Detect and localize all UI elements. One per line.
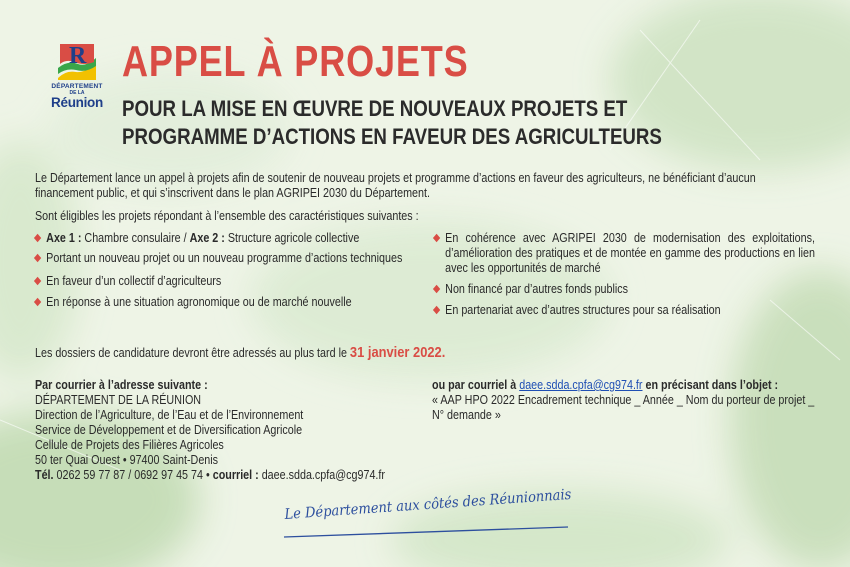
diamond-bullet-icon xyxy=(34,298,41,306)
diamond-bullet-icon xyxy=(34,254,41,262)
criteria-left-item-2: Portant un nouveau projet ou un nouveau programme d’actions techniques xyxy=(46,251,403,265)
axe2-label: Axe 2 : xyxy=(189,231,225,245)
page-subtitle xyxy=(122,95,662,151)
postal-contact xyxy=(35,468,385,483)
list-item xyxy=(35,231,410,246)
email-link[interactable]: daee.sdda.cpfa@cg974.fr xyxy=(519,378,643,392)
email-subject: « AAP HPO 2022 Encadrement technique _ Année _ Nom du porteur de projet _ N° demande » xyxy=(432,393,815,422)
deadline-text: Les dossiers de candidature devront être adressés au plus tard le xyxy=(35,346,350,360)
slogan-underline-icon xyxy=(282,526,572,540)
postal-line-5: 50 ter Quai Ouest • 97400 Saint-Denis xyxy=(35,453,219,467)
logo-letter: R xyxy=(69,43,87,69)
logo-de-la: DE LA xyxy=(69,90,85,96)
list-item xyxy=(434,282,815,297)
deadline-date: 31 janvier 2022. xyxy=(349,344,446,361)
postal-heading: Par courrier à l’adresse suivante : xyxy=(35,378,208,392)
logo-reunion: Réunion xyxy=(51,95,103,110)
criteria-list-left xyxy=(35,231,410,310)
reunion-r-logo-icon xyxy=(54,42,100,82)
postal-line-2: Direction de l’Agriculture, de l’Eau et de l’Environnement xyxy=(35,408,304,422)
criteria-left-item-4: En réponse à une situation agronomique ou de marché nouvelle xyxy=(46,295,352,309)
postal-address xyxy=(35,378,385,483)
tel-label: Tél. xyxy=(35,468,54,482)
mail-value: daee.sdda.cpfa@cg974.fr xyxy=(258,468,385,482)
list-item xyxy=(35,295,410,310)
deadline xyxy=(35,345,445,361)
axe1-label: Axe 1 : xyxy=(46,231,82,245)
criteria-right-item-3: En partenariat avec d’autres structures pour sa réalisation xyxy=(445,303,721,317)
diamond-bullet-icon xyxy=(433,285,440,293)
postal-line-1: DÉPARTEMENT DE LA RÉUNION xyxy=(35,393,202,407)
intro-paragraph: Le Département lance un appel à projets afin de soutenir de nouveau projets et programme d’actions en faveur des agriculteurs, ne bénéficiant d’aucun financement public, et qui s’inscrivent dans le plan AGRIPEI 2030 du Département. xyxy=(35,171,756,200)
criteria-right-item-2: Non financé par d’autres fonds publics xyxy=(445,282,629,296)
diamond-bullet-icon xyxy=(34,234,41,242)
subtitle-line-2: PROGRAMME D’ACTIONS EN FAVEUR DES AGRICULTEURS xyxy=(122,124,662,149)
criteria-right-item-1: En cohérence avec AGRIPEI 2030 de modernisation des exploitations, d’amélioration des pratiques et de montée en gamme des productions en lien avec les opportunités de marché xyxy=(445,231,815,275)
page-title: APPEL À PROJETS xyxy=(122,37,469,86)
criteria-list-right xyxy=(434,231,815,318)
email-suffix: en précisant dans l’objet : xyxy=(642,378,779,392)
list-item xyxy=(35,274,410,289)
subtitle-line-1: POUR LA MISE EN ŒUVRE DE NOUVEAUX PROJETS ET xyxy=(122,96,628,121)
departement-logo xyxy=(46,42,108,109)
postal-line-3: Service de Développement et de Diversification Agricole xyxy=(35,423,303,437)
axe2-text: Structure agricole collective xyxy=(224,231,360,245)
axe1-text: Chambre consulaire / xyxy=(81,231,190,245)
tel-value: 0262 59 77 87 / 0692 97 45 74 • xyxy=(53,468,213,482)
diamond-bullet-icon xyxy=(433,234,440,242)
email-prefix: ou par courriel à xyxy=(432,378,520,392)
mail-label: courriel : xyxy=(212,468,259,482)
list-item xyxy=(434,303,815,318)
postal-line-4: Cellule de Projets des Filières Agricoles xyxy=(35,438,224,452)
logo-departement: DÉPARTEMENT xyxy=(51,83,103,90)
list-item xyxy=(35,251,410,266)
slogan: Le Département aux côtés des Réunionnais xyxy=(284,486,572,523)
diamond-bullet-icon xyxy=(34,277,41,285)
eligibility-intro: Sont éligibles les projets répondant à l’ensemble des caractéristiques suivantes : xyxy=(35,209,419,223)
email-instructions xyxy=(432,378,817,423)
list-item xyxy=(434,231,815,276)
criteria-left-item-3: En faveur d’un collectif d’agriculteurs xyxy=(46,274,222,288)
diamond-bullet-icon xyxy=(433,306,440,314)
